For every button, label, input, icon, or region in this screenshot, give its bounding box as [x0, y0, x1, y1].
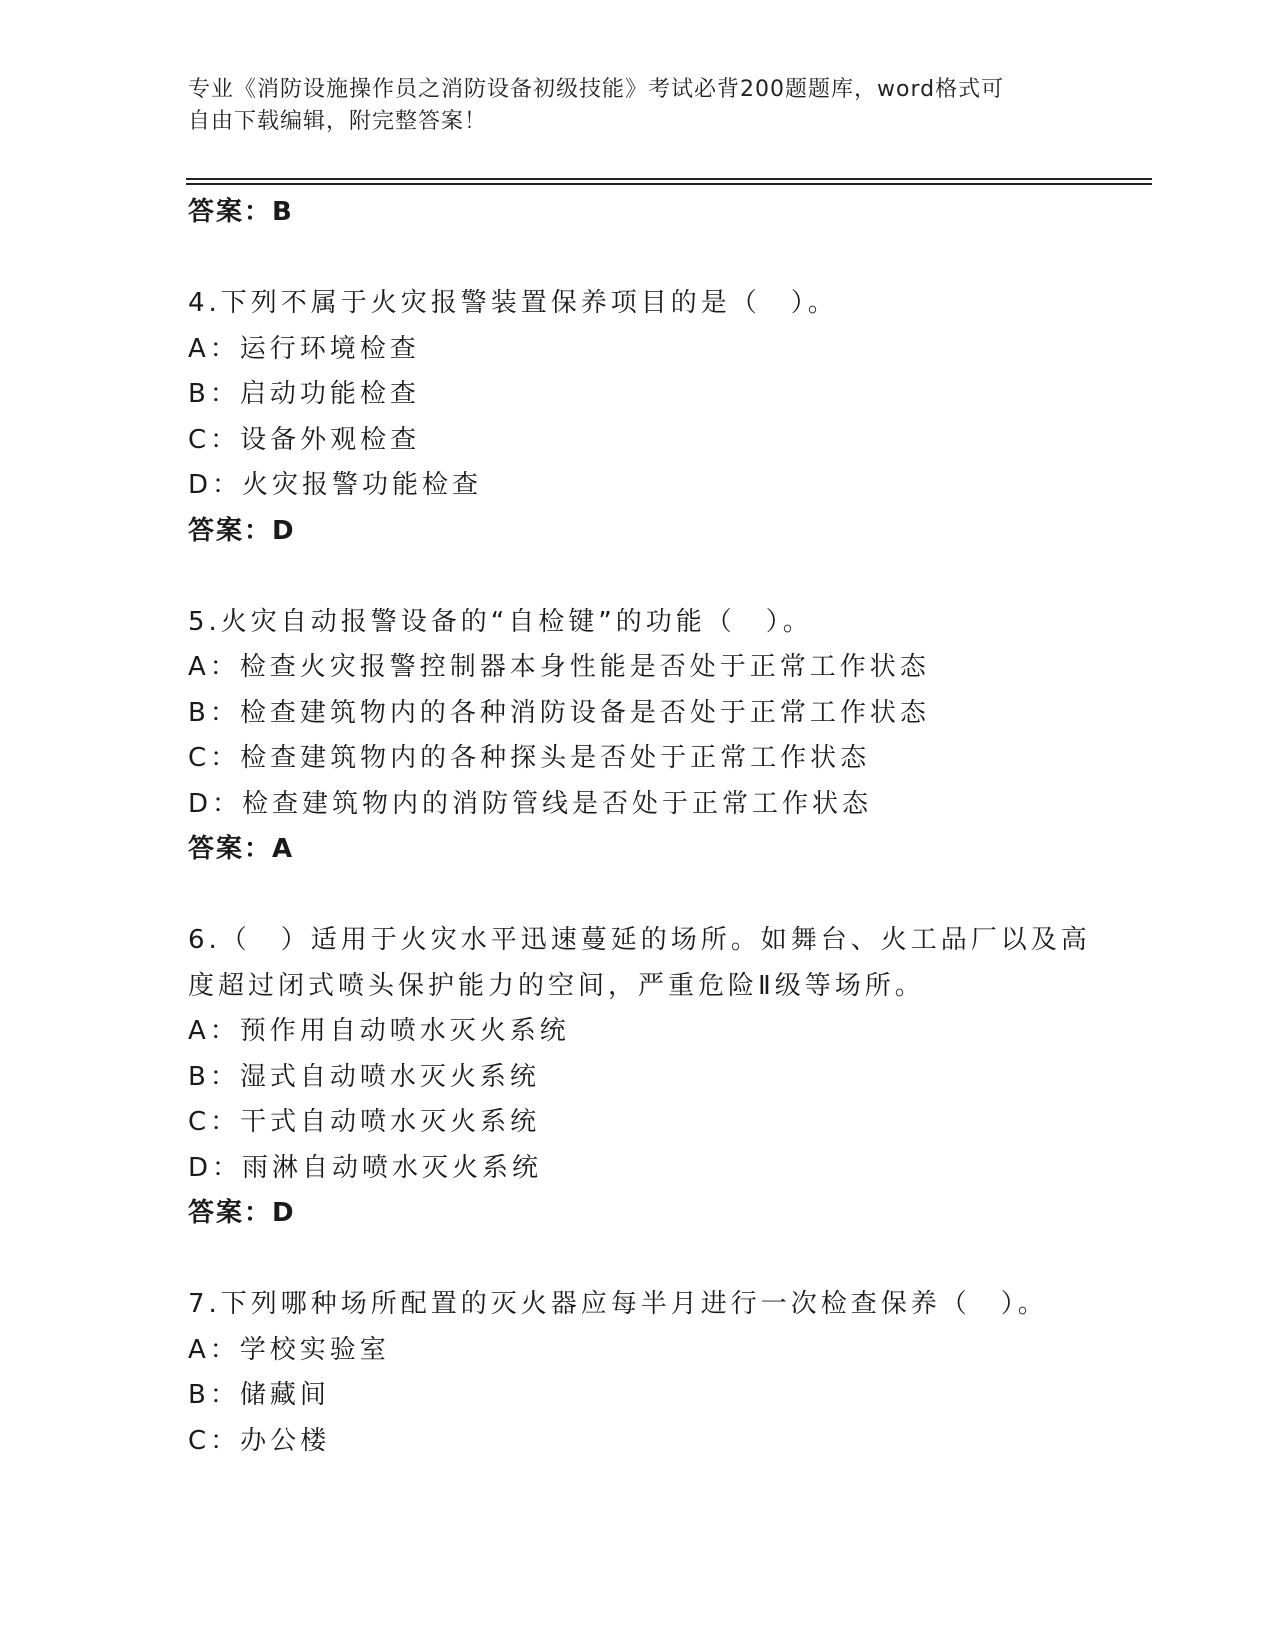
option-b: B：启动功能检查	[188, 379, 420, 409]
option-d: D：检查建筑物内的消防管线是否处于正常工作状态	[188, 788, 873, 819]
question-stem: 5.火灾自动报警设备的“自检键”的功能（ ）。	[188, 606, 813, 637]
option-b: B：储藏间	[188, 1380, 330, 1410]
option-c: C：设备外观检查	[188, 424, 421, 455]
option-b: B：检查建筑物内的各种消防设备是否处于正常工作状态	[188, 697, 930, 728]
header-line-2: 自由下载编辑，附完整答案！	[188, 109, 488, 134]
option-b: B：湿式自动喷水灭火系统	[188, 1061, 540, 1092]
answer: 答案：D	[188, 1198, 296, 1228]
header-divider-bottom	[186, 183, 1152, 185]
option-c: C：办公楼	[188, 1425, 331, 1456]
question-4	[188, 281, 1108, 554]
option-c: C：干式自动喷水灭火系统	[188, 1107, 541, 1137]
question-6	[188, 918, 1108, 1237]
header-line-1: 专业《消防设施操作员之消防设备初级技能》考试必背200题题库，word格式可	[188, 77, 1005, 102]
option-a: A：预作用自动喷水灭火系统	[188, 1016, 570, 1046]
spacer	[188, 554, 1108, 600]
option-a: A：运行环境检查	[188, 333, 420, 364]
answer: 答案：A	[188, 834, 295, 864]
option-d: D：火灾报警功能检查	[188, 470, 483, 500]
document-header	[188, 74, 1068, 138]
question-stem: 4.下列不属于火灾报警装置保养项目的是（ ）。	[188, 288, 838, 318]
question-5	[188, 600, 1108, 873]
question-stem: 7.下列哪种场所配置的灭火器应每半月进行一次检查保养（ ）。	[188, 1289, 1048, 1319]
option-a: A：学校实验室	[188, 1334, 390, 1365]
question-stem-continued: 度超过闭式喷头保护能力的空间，严重危险Ⅱ级等场所。	[188, 970, 925, 1001]
spacer	[188, 236, 1108, 282]
option-c: C：检查建筑物内的各种探头是否处于正常工作状态	[188, 743, 871, 773]
question-7	[188, 1282, 1108, 1464]
option-a: A：检查火灾报警控制器本身性能是否处于正常工作状态	[188, 652, 930, 682]
spacer	[188, 1237, 1108, 1283]
header-divider-top	[186, 178, 1152, 180]
question-stem: 6.（ ）适用于火灾水平迅速蔓延的场所。如舞台、火工品厂以及高	[188, 925, 1091, 955]
option-d: D：雨淋自动喷水灭火系统	[188, 1152, 543, 1183]
question-list	[188, 190, 1108, 1464]
spacer	[188, 873, 1108, 919]
answer: 答案：D	[188, 515, 296, 546]
previous-answer: 答案：B	[188, 197, 294, 227]
